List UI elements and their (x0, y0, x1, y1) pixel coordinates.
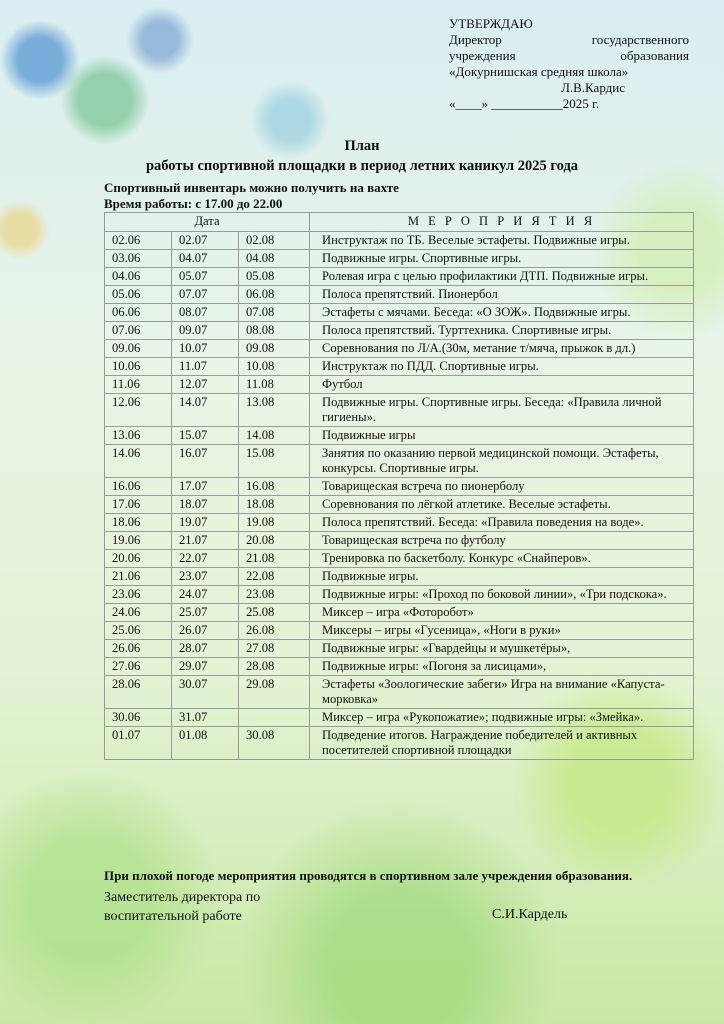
date-june-cell: 26.06 (105, 640, 172, 658)
date-july-cell: 24.07 (172, 586, 239, 604)
date-august-cell: 10.08 (239, 358, 310, 376)
table-header-row (105, 213, 694, 232)
date-august-cell: 29.08 (239, 676, 310, 709)
table-row (105, 232, 694, 250)
page-subtitle: работы спортивной площадки в период летних каникул 2025 года (145, 158, 579, 174)
inventory-note: Спортивный инвентарь можно получить на вахте (104, 180, 399, 195)
date-june-cell: 20.06 (105, 550, 172, 568)
table-row (105, 427, 694, 445)
date-july-cell: 22.07 (172, 550, 239, 568)
event-cell: Инструктаж по ТБ. Веселые эстафеты. Подвижные игры. (310, 232, 694, 250)
event-cell: Товарищеская встреча по футболу (310, 532, 694, 550)
table-row (105, 709, 694, 727)
table-row (105, 532, 694, 550)
event-cell: Занятия по оказанию первой медицинской помощи. Эстафеты, конкурсы. Спортивные игры. (310, 445, 694, 478)
approval-director: Директор государственного (449, 32, 689, 47)
date-june-cell: 19.06 (105, 532, 172, 550)
table-row (105, 445, 694, 478)
date-august-cell: 16.08 (239, 478, 310, 496)
date-july-cell: 14.07 (172, 394, 239, 427)
date-july-cell: 18.07 (172, 496, 239, 514)
date-june-cell: 30.06 (105, 709, 172, 727)
approval-heading: УТВЕРЖДАЮ (449, 16, 533, 31)
table-row (105, 394, 694, 427)
date-july-cell: 31.07 (172, 709, 239, 727)
event-cell: Эстафеты с мячами. Беседа: «О ЗОЖ». Подвижные игры. (310, 304, 694, 322)
date-august-cell: 19.08 (239, 514, 310, 532)
header-date: Дата (105, 213, 310, 232)
table-row (105, 676, 694, 709)
date-june-cell: 03.06 (105, 250, 172, 268)
date-august-cell: 22.08 (239, 568, 310, 586)
table-row (105, 604, 694, 622)
event-cell: Миксер – игра «Фоторобот» (310, 604, 694, 622)
event-cell: Миксер – игра «Рукопожатие»; подвижные игры: «Змейка». (310, 709, 694, 727)
event-cell: Товарищеская встреча по пионерболу (310, 478, 694, 496)
date-july-cell: 09.07 (172, 322, 239, 340)
date-june-cell: 17.06 (105, 496, 172, 514)
date-july-cell: 25.07 (172, 604, 239, 622)
date-july-cell: 10.07 (172, 340, 239, 358)
date-august-cell: 09.08 (239, 340, 310, 358)
date-june-cell: 06.06 (105, 304, 172, 322)
table-row (105, 250, 694, 268)
date-august-cell: 11.08 (239, 376, 310, 394)
date-july-cell: 29.07 (172, 658, 239, 676)
event-cell: Подвижные игры. Спортивные игры. (310, 250, 694, 268)
event-cell: Полоса препятствий. Пионербол (310, 286, 694, 304)
event-cell: Футбол (310, 376, 694, 394)
date-july-cell: 08.07 (172, 304, 239, 322)
schedule-table (104, 212, 694, 760)
date-july-cell: 12.07 (172, 376, 239, 394)
table-row (105, 478, 694, 496)
date-july-cell: 17.07 (172, 478, 239, 496)
date-july-cell: 07.07 (172, 286, 239, 304)
date-july-cell: 01.08 (172, 727, 239, 760)
deputy-title-line2: воспитательной работе (104, 909, 242, 924)
date-june-cell: 27.06 (105, 658, 172, 676)
date-august-cell: 08.08 (239, 322, 310, 340)
date-august-cell: 14.08 (239, 427, 310, 445)
date-july-cell: 04.07 (172, 250, 239, 268)
table-row (105, 286, 694, 304)
date-june-cell: 02.06 (105, 232, 172, 250)
date-august-cell: 21.08 (239, 550, 310, 568)
date-august-cell: 18.08 (239, 496, 310, 514)
date-august-cell: 07.08 (239, 304, 310, 322)
event-cell: Подвижные игры: «Проход по боковой линии», «Три подскока». (310, 586, 694, 604)
event-cell: Соревнования по Л/А.(30м, метание т/мяча, прыжок в дл.) (310, 340, 694, 358)
date-july-cell: 21.07 (172, 532, 239, 550)
event-cell: Полоса препятствий. Беседа: «Правила поведения на воде». (310, 514, 694, 532)
date-august-cell: 15.08 (239, 445, 310, 478)
deputy-signature-name: С.И.Кардель (492, 907, 568, 922)
date-june-cell: 28.06 (105, 676, 172, 709)
table-row (105, 304, 694, 322)
event-cell: Миксеры – игры «Гусеница», «Ноги в руки» (310, 622, 694, 640)
date-june-cell: 18.06 (105, 514, 172, 532)
table-row (105, 358, 694, 376)
table-row (105, 622, 694, 640)
date-july-cell: 30.07 (172, 676, 239, 709)
date-august-cell: 28.08 (239, 658, 310, 676)
date-june-cell: 16.06 (105, 478, 172, 496)
date-june-cell: 12.06 (105, 394, 172, 427)
page-title: План (344, 138, 380, 154)
table-row (105, 376, 694, 394)
event-cell: Эстафеты «Зоологические забеги» Игра на внимание «Капуста-морковка» (310, 676, 694, 709)
date-august-cell: 27.08 (239, 640, 310, 658)
table-row (105, 568, 694, 586)
table-row (105, 268, 694, 286)
table-row (105, 640, 694, 658)
event-cell: Подвижные игры. Спортивные игры. Беседа: «Правила личной гигиены». (310, 394, 694, 427)
date-august-cell: 05.08 (239, 268, 310, 286)
event-cell: Подведение итогов. Награждение победителей и активных посетителей спортивной площадки (310, 727, 694, 760)
approval-signature-name: Л.В.Кардис (561, 80, 625, 95)
approval-block (449, 16, 689, 112)
table-row (105, 586, 694, 604)
table-row (105, 514, 694, 532)
date-august-cell: 23.08 (239, 586, 310, 604)
date-august-cell (239, 709, 310, 727)
approval-institution: учреждения образования (449, 48, 689, 63)
event-cell: Соревнования по лёгкой атлетике. Веселые эстафеты. (310, 496, 694, 514)
event-cell: Подвижные игры: «Гвардейцы и мушкетёры», (310, 640, 694, 658)
approval-school-name: «Докурнишская средняя школа» (449, 64, 629, 79)
date-july-cell: 26.07 (172, 622, 239, 640)
header-events: М Е Р О П Р И Я Т И Я (310, 213, 694, 232)
date-june-cell: 14.06 (105, 445, 172, 478)
table-row (105, 658, 694, 676)
date-july-cell: 19.07 (172, 514, 239, 532)
date-june-cell: 05.06 (105, 286, 172, 304)
working-hours-note: Время работы: с 17.00 до 22.00 (104, 196, 283, 211)
date-june-cell: 10.06 (105, 358, 172, 376)
event-cell: Полоса препятствий. Турттехника. Спортивные игры. (310, 322, 694, 340)
date-june-cell: 04.06 (105, 268, 172, 286)
schedule-rows (105, 232, 694, 760)
date-june-cell: 13.06 (105, 427, 172, 445)
event-cell: Инструктаж по ПДД. Спортивные игры. (310, 358, 694, 376)
date-july-cell: 23.07 (172, 568, 239, 586)
date-july-cell: 16.07 (172, 445, 239, 478)
table-row (105, 496, 694, 514)
date-june-cell: 23.06 (105, 586, 172, 604)
date-june-cell: 11.06 (105, 376, 172, 394)
table-row (105, 340, 694, 358)
table-row (105, 550, 694, 568)
date-june-cell: 09.06 (105, 340, 172, 358)
event-cell: Подвижные игры: «Погоня за лисицами», (310, 658, 694, 676)
date-august-cell: 26.08 (239, 622, 310, 640)
table-row (105, 727, 694, 760)
deputy-title (104, 888, 260, 926)
date-august-cell: 04.08 (239, 250, 310, 268)
bad-weather-note: При плохой погоде мероприятия проводятся в спортивном зале учреждения образования. (104, 868, 633, 883)
date-august-cell: 25.08 (239, 604, 310, 622)
date-august-cell: 20.08 (239, 532, 310, 550)
date-august-cell: 13.08 (239, 394, 310, 427)
table-row (105, 322, 694, 340)
date-june-cell: 25.06 (105, 622, 172, 640)
date-august-cell: 30.08 (239, 727, 310, 760)
date-august-cell: 02.08 (239, 232, 310, 250)
date-june-cell: 01.07 (105, 727, 172, 760)
date-july-cell: 11.07 (172, 358, 239, 376)
date-july-cell: 02.07 (172, 232, 239, 250)
event-cell: Ролевая игра с целью профилактики ДТП. Подвижные игры. (310, 268, 694, 286)
date-july-cell: 05.07 (172, 268, 239, 286)
date-june-cell: 21.06 (105, 568, 172, 586)
date-june-cell: 24.06 (105, 604, 172, 622)
approval-date: «____» ___________2025 г. (449, 96, 600, 111)
date-august-cell: 06.08 (239, 286, 310, 304)
deputy-title-line1: Заместитель директора по (104, 890, 261, 905)
event-cell: Подвижные игры (310, 427, 694, 445)
date-july-cell: 28.07 (172, 640, 239, 658)
event-cell: Подвижные игры. (310, 568, 694, 586)
date-june-cell: 07.06 (105, 322, 172, 340)
date-july-cell: 15.07 (172, 427, 239, 445)
event-cell: Тренировка по баскетболу. Конкурс «Снайперов». (310, 550, 694, 568)
